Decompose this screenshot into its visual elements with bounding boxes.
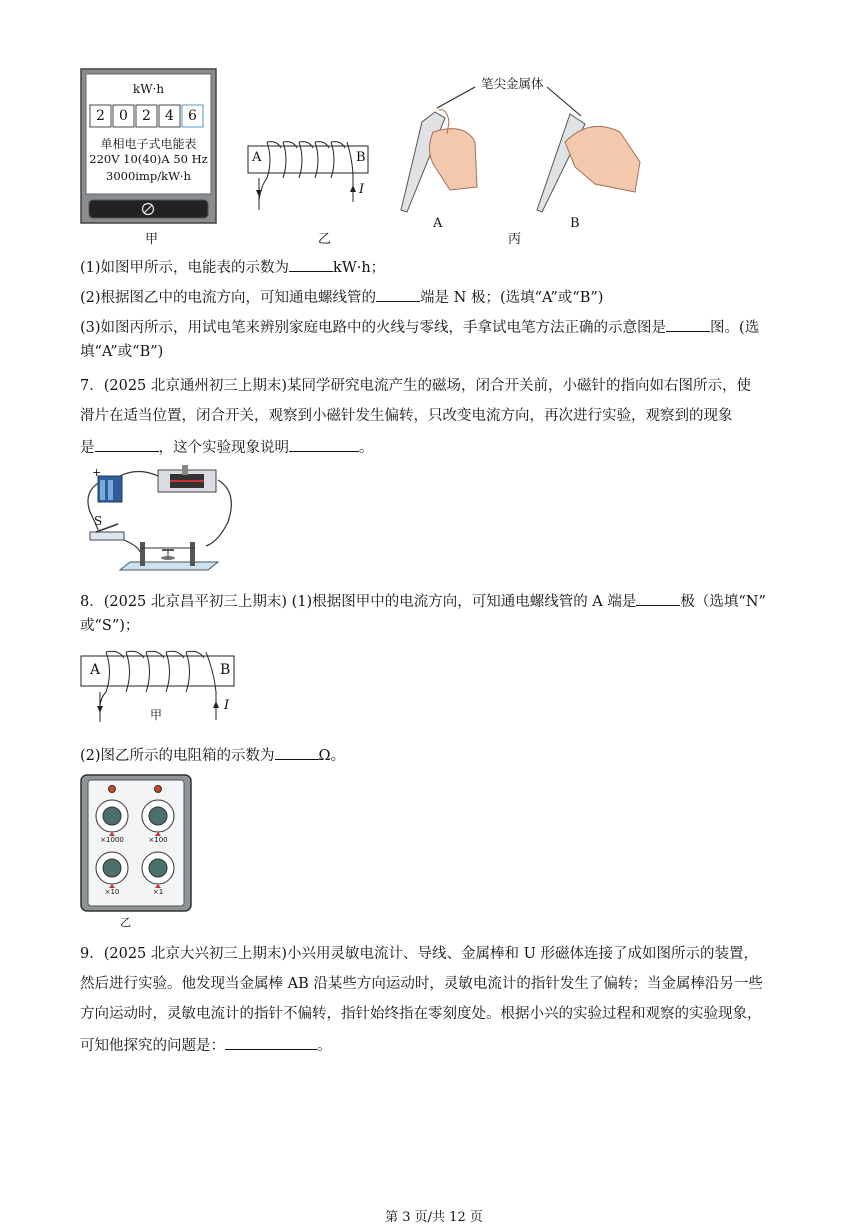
circuit-figure <box>78 462 238 580</box>
q6-part3-cont: 填“A”或“B”) <box>80 344 164 360</box>
meter-digit-decimal: 6 <box>188 108 197 124</box>
current-label: I <box>359 182 365 197</box>
q8-line1: 8．(2025 北京昌平初三上期末) (1)根据图甲中的电流方向，可知通电螺线管的 A 端是 极（选填“N” <box>80 590 766 612</box>
solenoid-figure-jia <box>80 648 240 724</box>
answer-blank[interactable] <box>289 256 333 272</box>
pen-label-b: B <box>570 216 580 231</box>
q9-line3: 方向运动时，灵敏电流计的指针不偏转，指针始终指在零刻度处。根据小兴的实验过程和观察的实验现象， <box>80 1006 762 1022</box>
pen-tip-label: 笔尖金属体 <box>481 76 544 91</box>
answer-blank[interactable] <box>95 436 159 452</box>
solenoid-end-a: A <box>252 150 262 165</box>
q9-line2: 然后进行实验。他发现当金属棒 AB 沿某些方向运动时，灵敏电流计的指针发生了偏转；当金属棒沿另一些 <box>80 976 763 992</box>
q6-part3: (3)如图丙所示，用试电笔来辨别家庭电路中的火线与零线，手拿试电笔方法正确的示意图是 图。(选 <box>80 316 759 338</box>
dial-multiplier: ×100 <box>148 836 168 844</box>
q8-part2: (2)图乙所示的电阻箱的示数为 Ω。 <box>80 744 345 766</box>
meter-digit: 0 <box>119 108 128 124</box>
figure-caption-jia: 甲 <box>145 232 159 247</box>
dial-multiplier: ×1 <box>152 888 164 896</box>
meter-type: 单相电子式电能表 <box>100 137 197 151</box>
meter-digit: 2 <box>142 108 151 124</box>
q7-line2: 滑片在适当位置，闭合开关，观察到小磁针发生偏转，只改变电流方向，再次进行实验，观察到的现象 <box>80 408 733 424</box>
figure-caption-yi: 乙 <box>318 232 332 247</box>
meter-unit: kW·h <box>132 82 165 96</box>
meter-rating: 220V 10(40)A 50 Hz <box>89 152 208 166</box>
q6-part2: (2)根据图乙中的电流方向，可知通电螺线管的 端是 N 极；(选填“A”或“B”) <box>80 286 603 308</box>
switch-label: S <box>94 514 103 528</box>
meter-figure <box>80 68 217 224</box>
q6-part1: (1)如图甲所示，电能表的示数为 kW·h； <box>80 256 385 278</box>
q7-line1: 7．(2025 北京通州初三上期末)某同学研究电流产生的磁场，闭合开关前，小磁针的指向如右图所示，使 <box>80 378 752 394</box>
meter-digit: 4 <box>165 108 174 124</box>
answer-blank[interactable] <box>225 1034 317 1050</box>
answer-blank[interactable] <box>275 744 319 760</box>
q8-line2: 或“S”)； <box>80 618 140 634</box>
test-pen-figure <box>395 72 645 232</box>
answer-blank[interactable] <box>289 436 359 452</box>
solenoid-end-b: B <box>356 150 366 165</box>
solenoid-figure-yi <box>247 140 372 215</box>
figure-caption-jia: 甲 <box>150 708 163 722</box>
q9-line4: 可知他探究的问题是： 。 <box>80 1034 332 1056</box>
pen-label-a: A <box>433 216 443 231</box>
solenoid-end-a: A <box>90 662 101 678</box>
figure-caption-yi: 乙 <box>120 916 131 929</box>
q7-line3: 是 ，这个实验现象说明 。 <box>80 436 374 458</box>
dial-multiplier: ×1000 <box>100 836 124 844</box>
answer-blank[interactable] <box>666 316 710 332</box>
meter-digit: 2 <box>96 108 105 124</box>
answer-blank[interactable] <box>636 590 680 606</box>
dial-multiplier: ×10 <box>104 888 120 896</box>
page-footer: 第 3 页/共 12 页 <box>385 1210 483 1225</box>
figure-caption-bing: 丙 <box>508 232 522 247</box>
battery-plus-label: + <box>92 466 102 479</box>
solenoid-end-b: B <box>220 662 231 678</box>
q9-line1: 9．(2025 北京大兴初三上期末)小兴用灵敏电流计、导线、金属棒和 U 形磁体连接了成如图所示的装置， <box>80 946 758 962</box>
answer-blank[interactable] <box>376 286 420 302</box>
resistance-box-figure <box>80 774 192 912</box>
meter-constant: 3000imp/kW·h <box>106 169 191 183</box>
current-label: I <box>224 698 230 713</box>
